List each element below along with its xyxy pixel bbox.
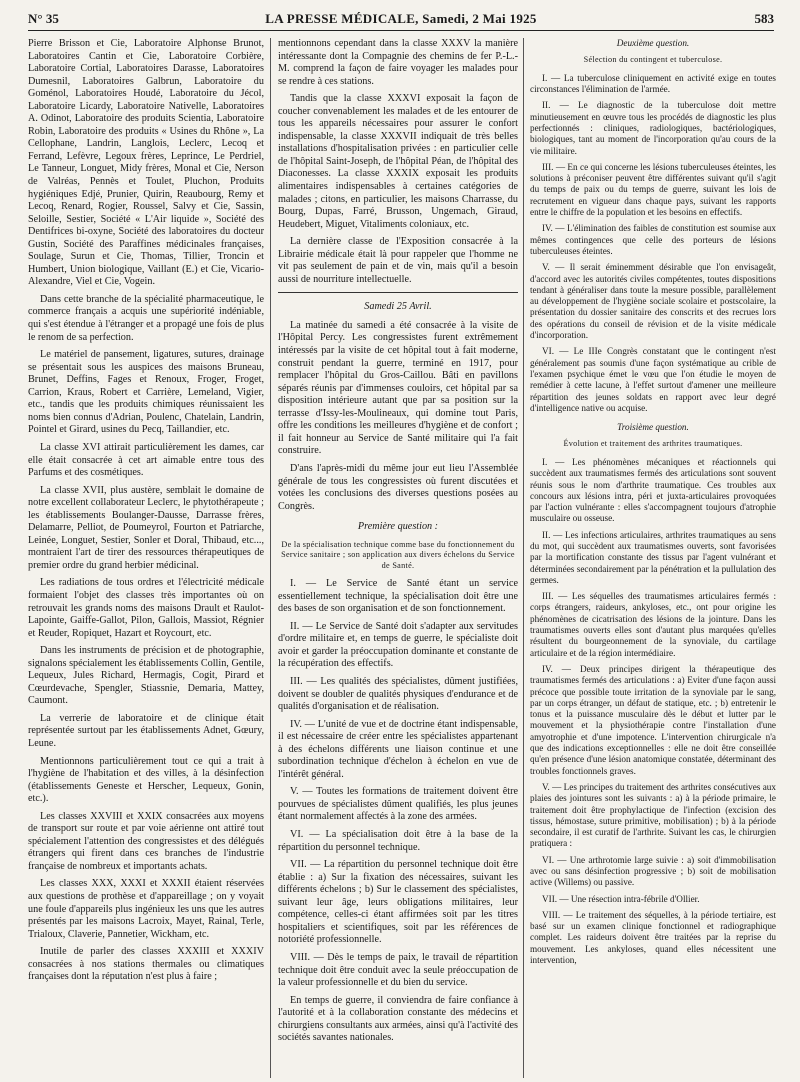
conclusion-item: III. — Les qualités des spécialistes, dûment justifiées, doivent se doubler de qualités physiques d'endurance et de qualités d'organisation et de réalisation.	[278, 676, 518, 713]
paragraph: Inutile de parler des classes XXXIII et XXXIV consacrées à nos stations thermales ou climatiques françaises dont la réputation n'est plus à faire ;	[28, 946, 264, 983]
conclusion-item: En temps de guerre, il conviendra de faire confiance à l'autorité et à la collaboration constante des médecins et chirurgiens consultants aux armées, ainsi qu'à l'activité des sociétés savantes nationales.	[278, 994, 518, 1044]
conclusion-item: VI. — La spécialisation doit être à la base de la répartition du personnel technique.	[278, 829, 518, 853]
conclusion-item: IV. — L'unité de vue et de doctrine étant indispensable, il est nécessaire de créer entre les spécialistes appartenant à des échelons différents une liaison continue et une subordination technique d'échelon à échelon en vue de l'intérêt général.	[278, 718, 518, 780]
conclusion-item: VIII. — Dès le temps de paix, le travail de répartition technique doit être conduit avec la seule préoccupation de la valeur professionnelle et du bien du service.	[278, 951, 518, 989]
paragraph: Dans les instruments de précision et de photographie, signalons spécialement les établissements Collin, Gentile, Lequeux, Jules Richard, Hermagis, Cogit, Pirard et Cœurdevache, Spengler, Stiassnie, Demaria, Mattey, Caumont.	[28, 645, 264, 707]
section-heading-samedi: Samedi 25 Avril.	[364, 301, 432, 313]
conclusion-item: VII. — Une résection intra-fébrile d'Ollier.	[542, 893, 700, 904]
conclusion-item: V. — Il serait éminemment désirable que l'on envisageât, d'accord avec les autorités civiles compétentes, toutes dispositions tendant à généraliser dans toute la mesure possible, parallèlement au développement de l'hygiène sociale scolaire et postscolaire, la présentation du dossier sanitaire des conscrits et des recrues lors des opérations du conseil de révision et de la visite médicale d'incorporation.	[530, 262, 776, 341]
conclusion-item: II. — Le Service de Santé doit s'adapter aux servitudes d'ordre militaire et, en temps de guerre, le spécialiste doit avoir et garder la préoccupation dominante et constante de la récupération des effectifs.	[278, 620, 518, 670]
conclusion-item: V. — Toutes les formations de traitement doivent être pourvues de spécialistes dûment qualifiés, les plus jeunes étant normalement affectés à la zone des armées.	[278, 786, 518, 823]
paragraph: Pierre Brisson et Cie, Laboratoire Alphonse Brunot, Laboratoires Cantin et Cie, Laboratoire Corbière, Laboratoire Cortial, Laboratoires Darasse, Laboratoires Dumesnil, Laboratoires Galbrun, Laboratoire du Goménol, Laboratoires Houdé, Laboratoire du Jécol, Laboratoire Licardy, Laboratoire Nativelle, Laboratoires A. Odinot, Laboratoire des produits Scientia, Laboratoire Robin, Laboratoire des produits « Usines du Rhône », La Cellophane, Landrin, Langlois, Leclerc, Lecoq et Ferrand, Lefèvre, Legoux frères, Leprince, Le Perdriel, Le Tanneur, Longuet, Midy frères, Monal et Cie, Nerson de Valréas, Pennès et Toulet, Pluchon, Produits hygiéniques Edjé, Prunier, Quirin, Reaubourg, Remy et Lecoq, Renard, Rogier, Roussel, Salvy et Cie, Sassin, Seloille, Sestier, Société « L'Air liquide », Société des Dentifrices bi-oxyne, Société des laboratoires du docteur Gustin, Société des Paraffines médicinales françaises, Soulage, Surun et Cie, Thomas, Tillier, Troncin et Humbert, Union biologique, Vaillant (E.) et Cie, Vicario-Alexandre, Viel et Cie, Vogein.	[28, 38, 264, 288]
section-rule	[278, 292, 518, 293]
paragraph: D'ans l'après-midi du même jour eut lieu l'Assemblée générale de tous les congressistes où furent discutées et votées les conclusions des diverses questions posées au Congrès.	[278, 462, 518, 512]
paragraph: La classe XVI attirait particulièrement les dames, car elle était consacrée à cet art aimable entre tous des Parfums et des cosmétiques.	[28, 441, 264, 479]
journal-title: LA PRESSE MÉDICALE, Samedi, 2 Mai 1925	[265, 11, 537, 26]
question-3-title: Troisième question.	[617, 422, 689, 433]
page-number: 583	[754, 11, 774, 26]
conclusion-item: III. — Les séquelles des traumatismes articulaires fermés : corps étrangers, raideurs, ankyloses, etc., ont pour origine les phénomènes de cicatrisation des lésions de la jointure. Dans les traumatismes ouverts elles sont d'autant plus marquées qu'elles résultent du bourgeonnement de la synoviale, du cartilage articulaire et de la région intermédiaire.	[530, 591, 776, 658]
conclusion-item: I. — Les phénomènes mécaniques et réactionnels qui succèdent aux traumatismes fermés des articulations sont souvent réunis sous le nom d'arthrite traumatique. Ces troubles aux concours aux lésions intra, péri et juxta-articulaires provoquées par l'action vulnérante : elles s'accompagnent toujours d'atrophie musculaire ou osseuse.	[530, 456, 776, 524]
conclusion-item: VII. — La répartition du personnel technique doit être établie : a) Sur la fixation des nécessaires, suivant les différents échelons ; b) Sur le classement des spécialistes, suivant leur âge, leurs obligations militaires, leur compétence, celles-ci étant affirmées soit par les titres hospitaliers et scientifiques, soit par les références de notoriété professionnelle.	[278, 859, 518, 946]
paragraph: La classe XVII, plus austère, semblait le domaine de notre excellent collaborateur Leclerc, le phytothérapeute ; les établissements Boulanger-Dausse, Darrasse frères, Delamarre, Pelliot, de Poumeyrol, Fourton et Patriarche, Leinée, Longuet, Sestier, Sonler et Doral, Thibaud, etc..., montraient l'art de tirer des ressources thérapeutiques de premier ordre du grand herbier médicinal.	[28, 484, 264, 571]
paragraph: Mentionnons particulièrement tout ce qui a trait à l'hygiène de l'habitation et des villes, à la désinfection (établissements Geneste et Herscher, Lequeux, Gonin, etc.).	[28, 755, 264, 805]
column-middle	[278, 38, 518, 1078]
column-divider	[523, 38, 524, 1078]
paragraph: La matinée du samedi a été consacrée à la visite de l'Hôpital Percy. Les congressistes furent extrêmement intéressés par la visite de cet hôpital tout à fait moderne, construit pendant la guerre, terminé en 1917, pour remplacer l'hôpital du Gros-Caillou. Bâti en pavillons séparés réunis par d'immenses couloirs, cet hôpital par sa disposition intérieure autant que par sa position sur la terrasse d'Issy-les-Moulineaux, qui domine tout Paris, offre les conditions les meilleures d'hygiène et de confort ; il fait honneur au Service de Santé militaire qui l'a fait construire.	[278, 319, 518, 457]
paragraph: mentionnons cependant dans la classe XXXV la manière intéressante dont la Compagnie des chemins de fer P.-L.-M. comprend la façon de faire voyager les malades pour se rendre à ces stations.	[278, 38, 518, 87]
page-header	[28, 8, 774, 31]
conclusion-item: I. — La tuberculose cliniquement en activité exige en toutes circonstances l'élimination de l'armée.	[530, 72, 776, 95]
column-right	[530, 38, 776, 1078]
paragraph: Les classes XXX, XXXI et XXXII étaient réservées aux questions de prothèse et d'appareillage ; on y voyait une foule d'appareils plus ingénieux les uns que les autres présentés par les maisons Lacroix, Mayet, Rainal, Terle, Trialoux, Claverie, Pannetier, Wickham, etc.	[28, 878, 264, 940]
column-left	[28, 38, 264, 1078]
conclusion-item: II. — Le diagnostic de la tuberculose doit mettre minutieusement en œuvre tous les procédés de diagnostic les plus perfectionnés : cliniques, radiologiques, bactériologiques, biologiques, tant au moment de l'incorporation qu'au cours de la vie militaire.	[530, 100, 776, 156]
conclusion-item: VI. — Le IIIe Congrès constatant que le contingent n'est généralement pas soumis d'une façon systématique au crible de l'examen psychique émet le vœu que l'on étudie le moyen de remédier à cette lacune, à l'effet surtout d'amener une meilleure répartition des jeunes soldats en rapport avec leur degré d'intelligence native ou acquise.	[530, 346, 776, 413]
question-2-subtitle: Sélection du contingent et tuberculose.	[583, 55, 723, 65]
conclusion-item: V. — Les principes du traitement des arthrites consécutives aux plaies des jointures sont les suivants : a) à la période primaire, le traitement doit être prophylactique de l'infection (excision des tissus, hémostase, suture primitive, mobilisation) ; b) à la période secondaire, il est curatif de l'arthrite. Suivant les cas, le chirurgien pratiquera :	[530, 781, 776, 849]
question-1-subtitle: De la spécialisation technique comme base du fonctionnement du Service sanitaire ; son application aux divers échelons du Service de Santé.	[281, 539, 515, 570]
paragraph: La dernière classe de l'Exposition consacrée à la Librairie médicale était là pour rappeler que l'homme ne vit pas seulement de pain et de vin, mais qu'il a besoin aussi de nourriture intellectuelle.	[278, 236, 518, 285]
column-divider	[270, 38, 271, 1078]
conclusion-item: III. — En ce qui concerne les lésions tuberculeuses éteintes, les solutions à préconiser peuvent être différentes suivant qu'il s'agit du temps de paix ou du temps de guerre, suivant les lois de recrutement en vigueur dans chaque pays, suivant les rapports entre le chiffre de la population et les besoins en effectifs.	[530, 161, 776, 218]
conclusion-item: IV. — L'élimination des faibles de constitution est soumise aux mêmes contingences que celle des porteurs de lésions tuberculeuses éteintes.	[530, 223, 776, 256]
paragraph: Les classes XXVIII et XXIX consacrées aux moyens de transport sur route et par voie aérienne ont attiré tout spécialement l'attention des congressistes et des délégués étrangers qui firent dans ces branches de l'industrie française de nombreux et importants achats.	[28, 810, 264, 872]
question-3-subtitle: Évolution et traitement des arthrites traumatiques.	[563, 439, 743, 449]
conclusion-item: VI. — Une arthrotomie large suivie : a) soit d'immobilisation avec ou sans désinfection progressive ; b) soit de mobilisation active (Willems) ou passive.	[530, 854, 776, 888]
conclusion-item: IV. — Deux principes dirigent la thérapeutique des traumatismes fermés des articulations : a) Eviter d'une façon aussi précoce que possible toute irritation de la synoviale par le sang, par un corps étranger, un défaut de statique, etc. ; b) entretenir le tonus et la puissance musculaire dès le début et lutter par le mouvement et la physiothérapie contre l'installation d'une amyotrophie et d'une impotence. L'intervention chirurgicale n'a que des indications exceptionnelles : elle ne doit être conseillée qu'en présence d'une lésion anatomique constatée, déterminant des troubles fonctionnels graves.	[530, 663, 776, 776]
paragraph: Les radiations de tous ordres et l'électricité médicale formaient l'objet des classes très importantes où on retrouvait les grands noms des maisons Drault et Raulot-Lapointe, Gaiffe-Gallot, Pilon, Gallois, Massiot, Régnier et Reuder, Ropiquet, Hazart et Roycourt, etc.	[28, 577, 264, 639]
paragraph: Tandis que la classe XXXVI exposait la façon de coucher convenablement les malades et de les entourer de tous les appareils nécessaires pour assurer le confort indispensable, la classe XXXVII indiquait de très belles installations d'hospitalisation privées : en particulier celle de l'hôpital Saint-Joseph, de l'hôpital Péan, de l'hôpital des Diaconesses. La classe XXXIX exposait les produits alimentaires indispensables à certaines catégories de malades ; citons, en particulier, les maisons Charrasse, du Bourg, Dupas, Farré, Brusson, Ungemach, Giraud, Heudebert, Miguet, Vitaliments coloniaux, etc.	[278, 93, 518, 230]
paragraph: La verrerie de laboratoire et de clinique était représentée surtout par les établissements Adnet, Gœury, Leune.	[28, 712, 264, 749]
conclusion-item: II. — Les infections articulaires, arthrites traumatiques au sens du mot, qui succèdent aux traumatismes ouverts, sont favorisées par la mortification constante des tissus par l'agent vulnérant et déterminées secondairement par la pénétration et la pullulation des germes.	[530, 529, 776, 585]
conclusion-item: I. — Le Service de Santé étant un service essentiellement technique, la spécialisation doit être une des bases de son organisation et de son fonctionnement.	[278, 578, 518, 615]
question-2-title: Deuxième question.	[616, 38, 690, 48]
question-1-title: Première question :	[357, 521, 439, 533]
paragraph: Le matériel de pansement, ligatures, sutures, drainage se présentait sous les auspices des maisons Bruneau, Brunet, Deffins, Fages et Renoux, Froger, Froget, Carrion, Kraus, Robert et Carrière, Lemeland, Vigier, etc., tandis que les produits chimiques réunissaient les noms bien connus d'Adrian, Poulenc, Chatelain, Landrin, Pointel et Girard, usines du Pecq, Taillandier, etc.	[28, 349, 264, 436]
issue-number: N° 35	[28, 11, 59, 26]
paragraph: Dans cette branche de la spécialité pharmaceutique, le commerce français a acquis une supériorité indéniable, qui s'est étendue à l'étranger et a propagé une fois de plus le renom de sa perfection.	[28, 293, 264, 343]
conclusion-item: VIII. — Le traitement des séquelles, à la période tertiaire, est basé sur un examen clinique fonctionnel et radiographique complet. Les raideurs doivent être traitées par la reprise du mouvement. Les ankyloses, quand elles nécessitent une intervention,	[530, 909, 776, 966]
